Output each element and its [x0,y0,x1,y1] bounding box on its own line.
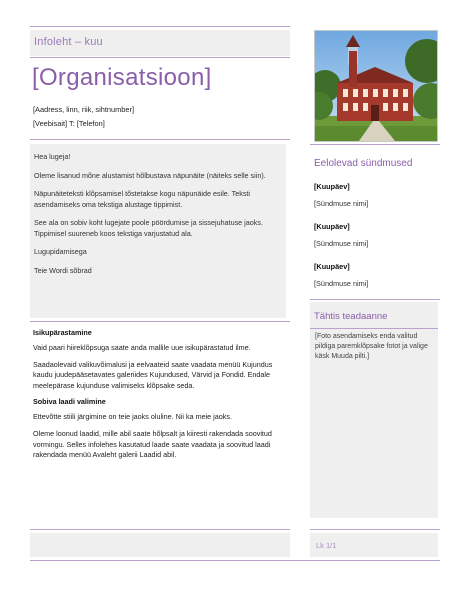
event-item-2 [314,222,368,248]
letter-greeting: Hea lugeja! [34,152,71,161]
letter-signature: Teie Wordi sõbrad [34,265,92,275]
letter-paragraph-3: See ala on sobiv koht lugejate poole pöördumise ja sissejuhatuse jaoks. Tippimisel suureneb koos tekstiga varjustatud ala. [34,218,263,238]
school-building-photo[interactable] [314,30,438,142]
footer-right-top-rule [310,529,440,530]
event-name-2: [Sündmuse nimi] [314,239,369,248]
event-item-1 [314,182,368,208]
issue-label: Infoleht – kuu [34,36,103,48]
footer-right-band [310,533,438,557]
event-date-1: [Kuupäev] [314,182,350,191]
footer-left-top-rule [30,529,290,530]
page-number: Lk 1/1 [316,541,337,550]
letter-paragraph-2: Näpunäiteteksti klõpsamisel tõstetakse kogu näpunäide esile. Teksti asendamiseks oma tekstiga alustage tippimist. [34,189,251,209]
footer-left-band [30,533,290,557]
article-body [33,328,287,467]
event-date-2: [Kuupäev] [314,222,350,231]
header-bottom-rule [30,139,290,140]
article-heading-style: Sobiva laadi valimine [33,397,106,407]
issue-band [30,30,290,56]
article-heading-personalize: Isikupärastamine [33,328,92,337]
letter-bottom-rule [30,321,290,322]
event-date-3: [Kuupäev] [314,262,350,271]
event-name-1: [Sündmuse nimi] [314,199,369,208]
events-title: Eelolevad sündmused [314,158,413,169]
article-paragraph-1: Vaid paari hiireklõpsuga saate anda mallile uue isikupärastatud ilme. [33,343,251,352]
event-item-3 [314,262,368,288]
notice-box [310,302,438,518]
notice-title: Tähtis teadaanne [314,311,388,322]
notice-top-rule [310,299,440,300]
organization-title: [Organisatsioon] [32,64,212,91]
address-line: [Aadress, linn, riik, sihtnumber] [33,105,135,114]
article-paragraph-3: Ettevõtte stiili järgimine on teie jaoks oluline. Nii ka meie jaoks. [33,412,232,422]
notice-body: [Foto asendamiseks enda valitud pildiga paremklõpsake fotot ja valige käsk Muuda pilti.] [315,333,428,360]
contact-line: [Veebisait] T: [Telefon] [33,119,105,128]
article-paragraph-2: Saadaolevaid valikuvõimalusi ja eelvaateid saate vaadata menüü Kujundus kaudu juudepääsetavates galeriides Kujundused, Värvid ja Fondid. Endale meelepärase kujunduse valimiseks klõpsake seda. [33,359,273,390]
notice-title-rule [310,328,438,329]
top-rule [30,26,290,27]
school-building-icon [315,31,437,141]
letter-closing: Lugupidamisega [34,247,87,256]
letter-box [30,144,286,318]
event-name-3: [Sündmuse nimi] [314,279,369,288]
photo-bottom-rule [310,144,440,145]
letter-paragraph-1: Oleme lisanud mõne alustamist hõlbustava näpunäite (näiteks selle siin). [34,170,266,180]
footer-bottom-rule [30,560,440,561]
issue-rule [30,57,290,58]
article-paragraph-4: Oleme loonud laadid, mille abil saate hõlpsalt ja kiiresti rakendada soovitud vormingu. Selles infolehes kasutatud laade saate vaadata ja soovitud laadi rakendada menüü Avaleht galerii Laadid abil. [33,428,272,460]
